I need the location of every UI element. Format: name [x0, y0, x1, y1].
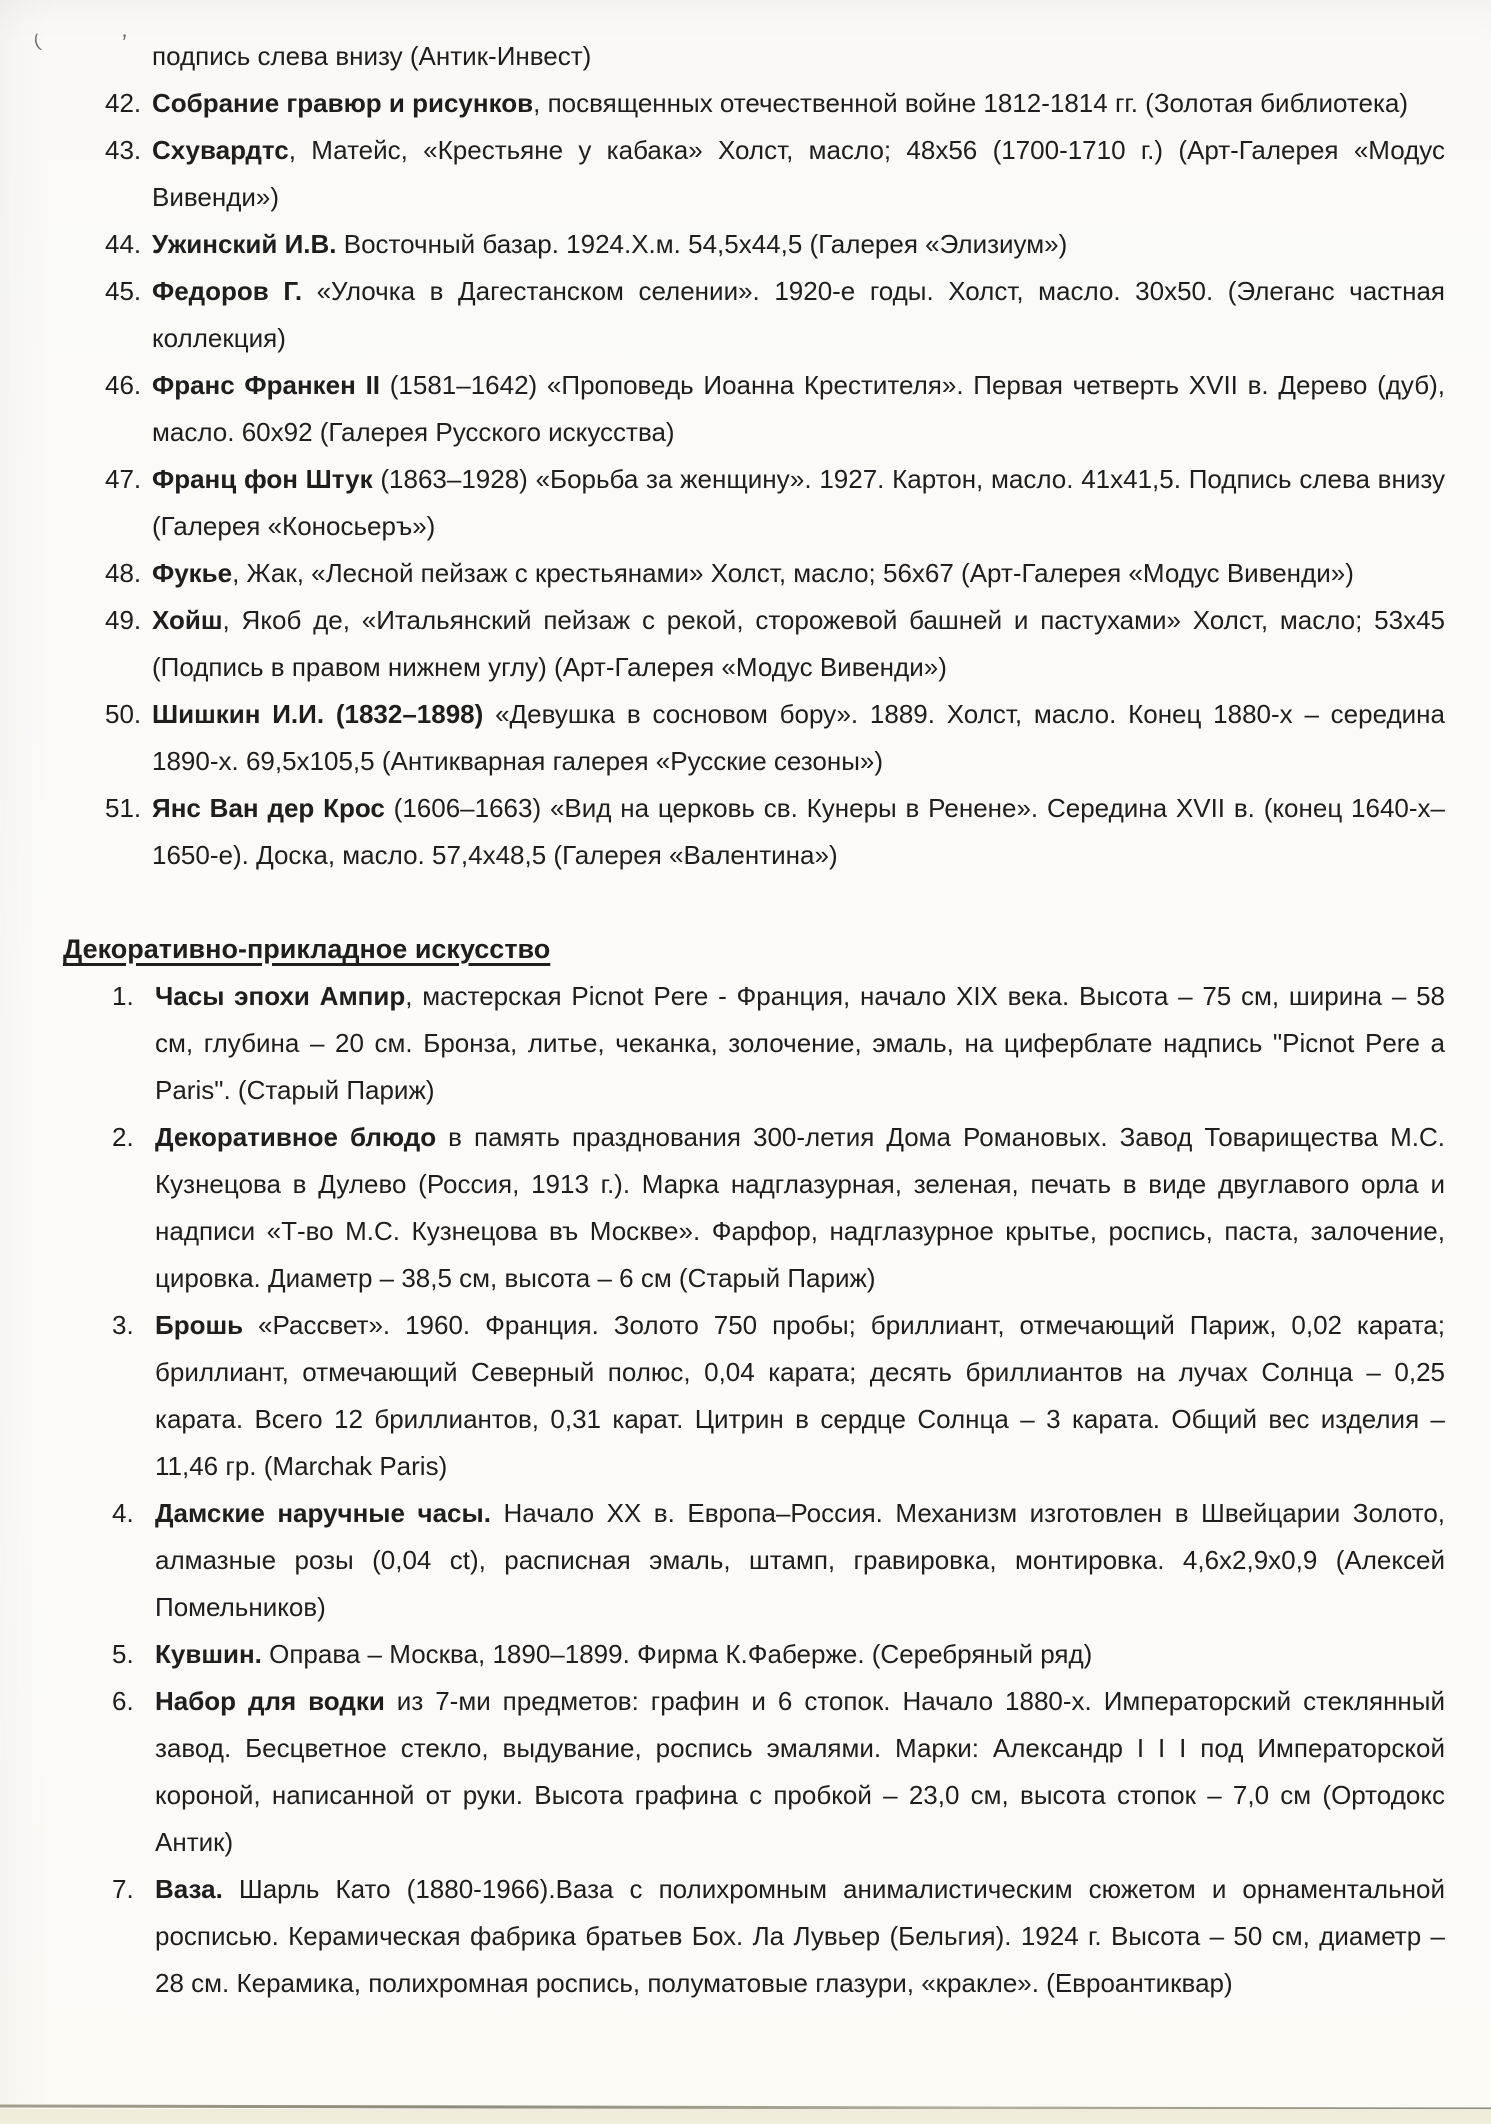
- item-title: Янс Ван дер Крос: [152, 793, 385, 823]
- item-title: Федоров Г.: [152, 276, 303, 306]
- item-title: Фукье: [152, 558, 233, 588]
- list-item: [0, 973, 1445, 1114]
- item-title: Франс Франкен II: [152, 370, 381, 400]
- list-item: [0, 691, 1445, 785]
- item-number: 45.: [105, 276, 142, 306]
- list-item: [0, 1678, 1445, 1866]
- list-item: [0, 456, 1445, 550]
- item-number: 42.: [105, 88, 142, 118]
- list-item: [0, 597, 1445, 691]
- item-title: Ужинский И.В.: [152, 229, 337, 259]
- item-title: Схувардтс: [152, 135, 289, 165]
- item-number: 47.: [105, 464, 142, 494]
- item-number: 1.: [112, 981, 134, 1011]
- item-number: 3.: [112, 1310, 134, 1340]
- item-title: Брошь: [155, 1310, 244, 1340]
- list-item: [0, 1866, 1445, 2007]
- item-title: Ваза.: [155, 1874, 223, 1904]
- item-title: Набор для водки: [155, 1686, 385, 1716]
- scan-artifact-mark: (: [31, 30, 43, 52]
- list-item: [0, 1490, 1445, 1631]
- item-title: Декоративное блюдо: [155, 1122, 437, 1152]
- item-title: Собрание гравюр и рисунков: [152, 88, 534, 118]
- list-item: [0, 127, 1445, 221]
- item-number: 6.: [112, 1686, 134, 1716]
- item-text: из 7-ми предметов: графин и 6 стопок. Начало 1880-х. Императорский стеклянный завод. Бесцветное стекло, выдувание, роспись эмалями. Марки: Александр I I I под Императорской короной, написанной от руки. Высота графина с пробкой – 23,0 см, высота стопок – 7,0 см (Ортодокс Антик): [155, 1686, 1445, 1857]
- item-text: Оправа – Москва, 1890–1899. Фирма К.Фаберже. (Серебряный ряд): [261, 1639, 1093, 1669]
- item-number: 2.: [112, 1122, 134, 1152]
- list-item: [0, 1631, 1445, 1678]
- item-text: «Девушка в сосновом бору». 1889. Холст, масло. Конец 1880-х – середина 1890-х. 69,5х105,5 (Антикварная галерея «Русские сезоны»): [152, 699, 1445, 776]
- decorative-arts-list: [0, 973, 1445, 2007]
- item-number: 51.: [105, 793, 142, 823]
- item-title: Дамские наручные часы.: [155, 1498, 491, 1528]
- item-text: , Матейс, «Крестьяне у кабака» Холст, масло; 48х56 (1700-1710 г.) (Арт-Галерея «Модус Вивенди»): [152, 135, 1445, 212]
- section-heading: Декоративно-прикладное искусство: [63, 934, 551, 964]
- paintings-list: [0, 80, 1445, 879]
- item-text: (1606–1663) «Вид на церковь св. Кунеры в Ренене». Середина XVII в. (конец 1640-х– 1650-е). Доска, масло. 57,4х48,5 (Галерея «Валентина»): [152, 793, 1445, 870]
- item-text: (1863–1928) «Борьба за женщину». 1927. Картон, масло. 41х41,5. Подпись слева внизу (Галерея «Коносьеръ»): [152, 464, 1445, 541]
- list-item: [0, 550, 1445, 597]
- list-item: [0, 221, 1445, 268]
- item-text: Начало XX в. Европа–Россия. Механизм изготовлен в Швейцарии Золото, алмазные розы (0,04 ct), расписная эмаль, штамп, гравировка, монтировка. 4,6х2,9х0,9 (Алексей Помельников): [155, 1498, 1446, 1622]
- scan-artifact-mark: ’: [119, 29, 128, 58]
- item-number: 43.: [105, 135, 142, 165]
- item-title: Шишкин И.И. (1832–1898): [152, 699, 484, 729]
- item-text: (1581–1642) «Проповедь Иоанна Крестителя». Первая четверть XVII в. Дерево (дуб), масло. 60х92 (Галерея Русского искусства): [152, 370, 1445, 447]
- scanner-background-strip: [0, 2109, 1491, 2124]
- item-number: 49.: [105, 605, 142, 635]
- item-number: 44.: [105, 229, 142, 259]
- item-text: , посвященных отечественной войне 1812-1814 гг. (Золотая библиотека): [533, 88, 1409, 118]
- item-title: Кувшин.: [155, 1639, 262, 1669]
- item-number: 48.: [105, 558, 142, 588]
- item-text: «Рассвет». 1960. Франция. Золото 750 пробы; бриллиант, отмечающий Париж, 0,02 карата; бриллиант, отмечающий Северный полюс, 0,04 карата; десять бриллиантов на лучах Солнца – 0,25 карата. Всего 12 бриллиантов, 0,31 карат. Цитрин в сердце Солнца – 3 карата. Общий вес изделия – 11,46 гр. (Marchak Paris): [155, 1310, 1445, 1481]
- item-text: , Жак, «Лесной пейзаж с крестьянами» Холст, масло; 56х67 (Арт-Галерея «Модус Вивенди»): [232, 558, 1354, 588]
- item-number: 5.: [112, 1639, 134, 1669]
- item-title: Франц фон Штук: [152, 464, 373, 494]
- list-item: [0, 268, 1445, 362]
- item-title: Хойш: [152, 605, 223, 635]
- list-item: [0, 785, 1445, 879]
- item-text: Шарль Като (1880-1966).Ваза с полихромным анималистическим сюжетом и орнаментальной росписью. Керамическая фабрика братьев Бох. Ла Лувьер (Бельгия). 1924 г. Высота – 50 см, диаметр – 28 см. Керамика, полихромная роспись, полуматовые глазури, «кракле». (Евроантиквар): [155, 1874, 1445, 1998]
- continuation-line: подпись слева внизу (Антик-Инвест): [152, 41, 592, 71]
- item-text: «Улочка в Дагестанском селении». 1920-е годы. Холст, масло. 30х50. (Элеганс частная коллекция): [152, 276, 1445, 353]
- item-number: 4.: [112, 1498, 134, 1528]
- item-text: в память празднования 300-летия Дома Романовых. Завод Товарищества М.С. Кузнецова в Дулево (Россия, 1913 г.). Марка надглазурная, зеленая, печать в виде двуглавого орла и надписи «Т-во М.С. Кузнецова въ Москве». Фарфор, надглазурное крытье, роспись, паста, залочение, цировка. Диаметр – 38,5 см, высота – 6 см (Старый Париж): [155, 1122, 1445, 1293]
- item-text: Восточный базар. 1924.Х.м. 54,5х44,5 (Галерея «Элизиум»): [336, 229, 1068, 259]
- list-item: [0, 1302, 1445, 1490]
- item-number: 46.: [105, 370, 142, 400]
- item-text: , мастерская Picnot Pere - Франция, начало XIX века. Высота – 75 см, ширина – 58 см, глубина – 20 см. Бронза, литье, чеканка, золочение, эмаль, на циферблате надпись "Picnot Pere a Paris". (Старый Париж): [155, 981, 1445, 1105]
- item-number: 7.: [112, 1874, 134, 1904]
- item-number: 50.: [105, 699, 142, 729]
- list-item: [0, 80, 1445, 127]
- item-text: , Якоб де, «Итальянский пейзаж с рекой, сторожевой башней и пастухами» Холст, масло; 53х45 (Подпись в правом нижнем углу) (Арт-Галерея «Модус Вивенди»): [152, 605, 1445, 682]
- list-item: [0, 1114, 1445, 1302]
- list-item: [0, 362, 1445, 456]
- item-title: Часы эпохи Ампир: [155, 981, 406, 1011]
